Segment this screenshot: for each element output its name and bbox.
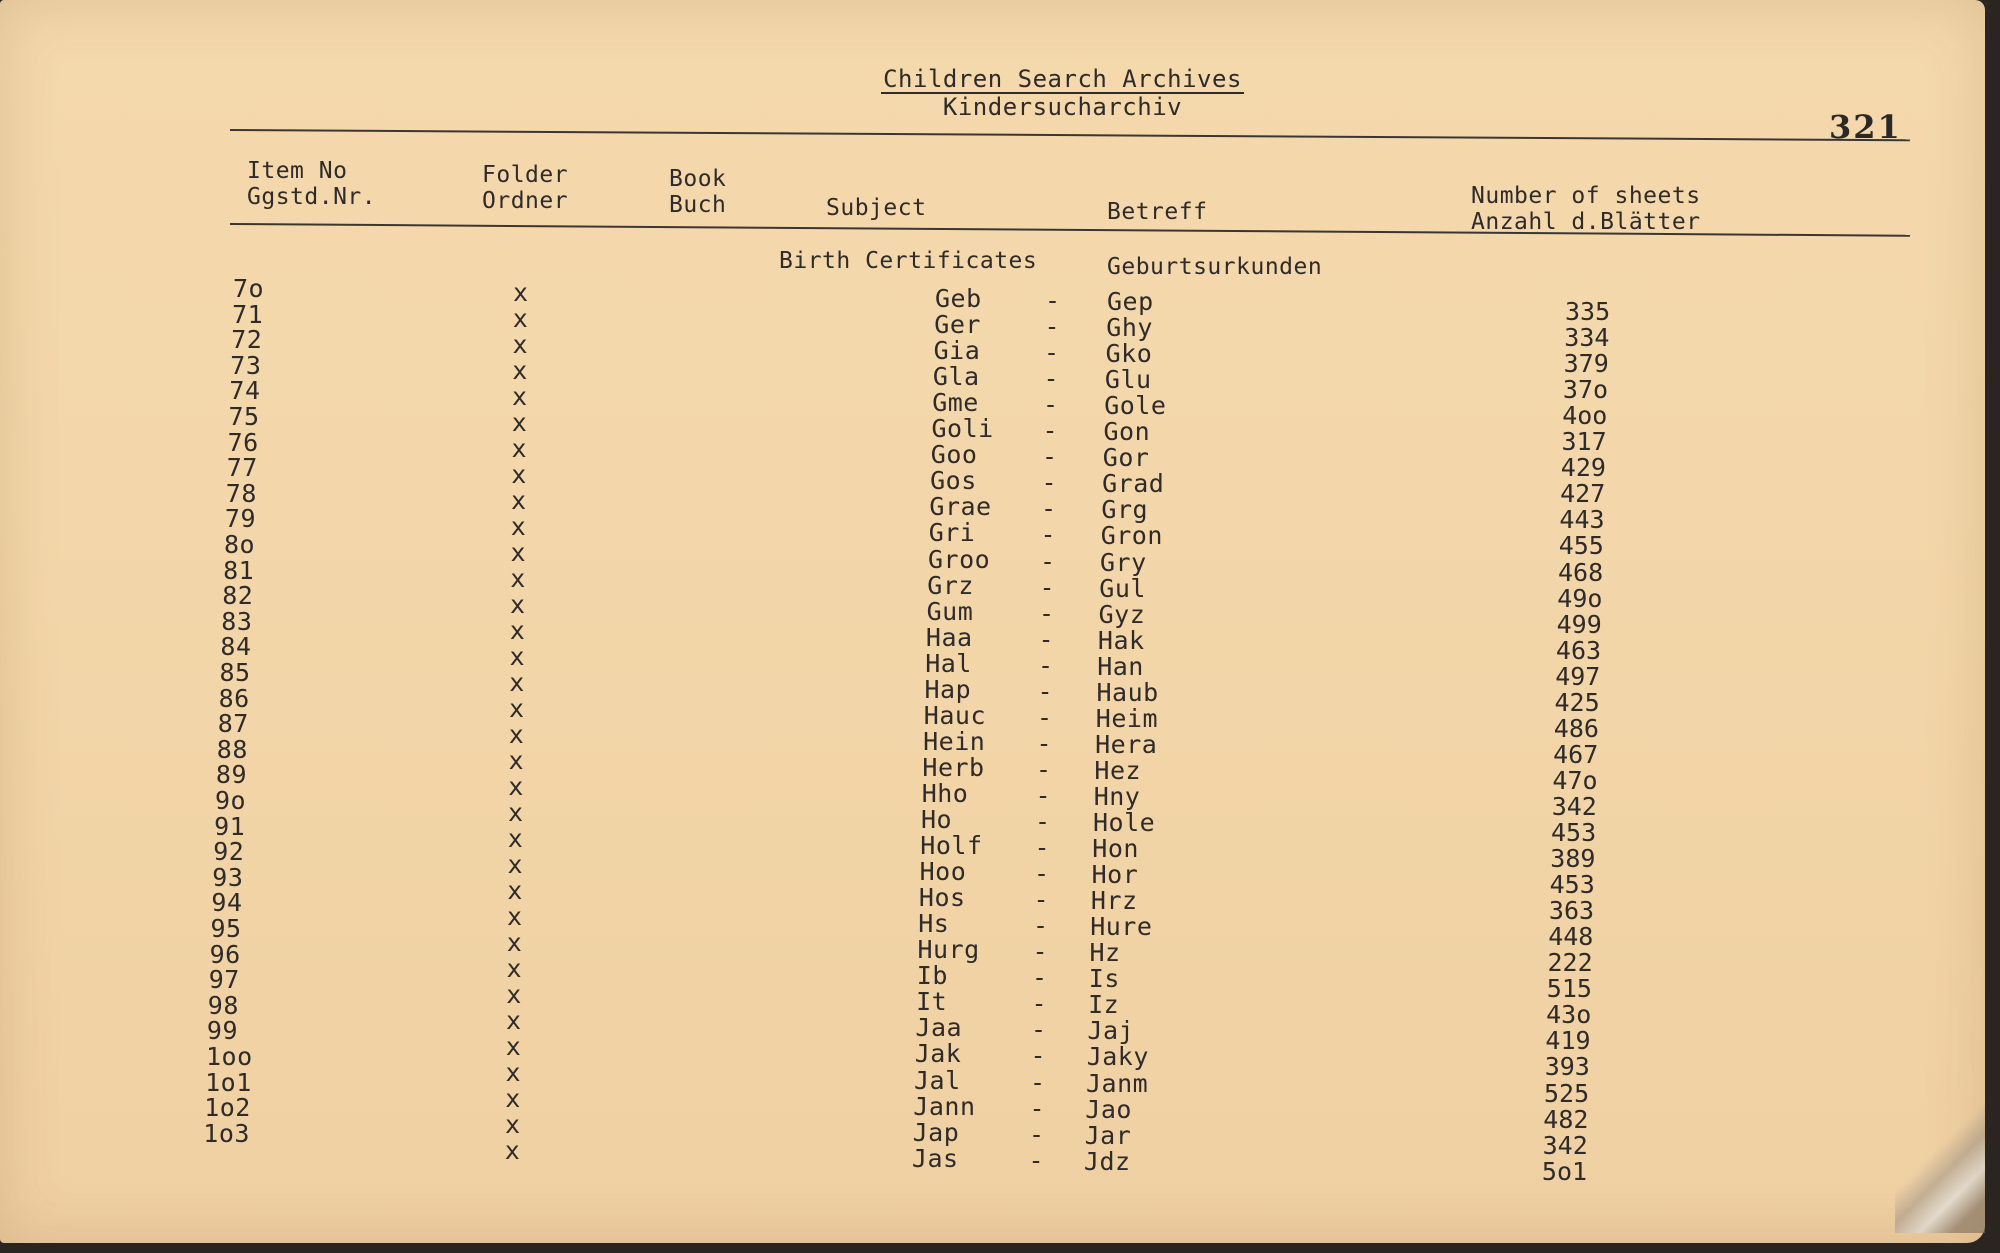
sheet-count: 515	[1546, 974, 1592, 1004]
folder-mark: x	[513, 278, 529, 307]
folder-mark: x	[508, 798, 524, 827]
folder-mark: x	[509, 616, 526, 645]
sheet-count: 453	[1549, 870, 1595, 900]
sheet-count: 335	[1565, 297, 1611, 326]
range-start: Herb	[922, 752, 985, 782]
range-end: Haub	[1096, 677, 1159, 707]
item-number: 96	[209, 939, 241, 969]
range-end: Janm	[1086, 1068, 1149, 1098]
range-end: Jar	[1084, 1120, 1132, 1150]
range-start: Jaa	[915, 1013, 963, 1043]
sheet-count: 482	[1543, 1104, 1589, 1134]
range-start: Grz	[927, 570, 974, 600]
range-start: Grae	[929, 492, 992, 522]
range-start: Gme	[932, 388, 979, 418]
folder-mark: x	[509, 642, 526, 671]
item-number: 77	[226, 453, 258, 483]
sheet-count: 342	[1542, 1130, 1588, 1160]
folder-mark: x	[504, 1136, 521, 1165]
header-folder-de: Ordner	[482, 188, 569, 214]
range-dash: -	[1033, 885, 1050, 915]
item-number: 76	[227, 427, 259, 457]
range-start: Hs	[918, 909, 950, 939]
folder-mark: x	[506, 980, 522, 1009]
range-dash: -	[1037, 676, 1054, 706]
header-item-no-en: Item No	[247, 158, 348, 184]
item-number: 87	[217, 709, 249, 739]
folder-mark: x	[510, 512, 527, 541]
item-number: 84	[220, 632, 252, 662]
folder-mark: x	[509, 694, 525, 723]
range-end: Gyz	[1098, 599, 1146, 629]
sheet-count: 455	[1558, 531, 1604, 561]
range-dash: -	[1044, 338, 1060, 368]
range-dash: -	[1045, 286, 1061, 315]
range-dash: -	[1036, 728, 1053, 758]
folder-mark: x	[505, 1110, 521, 1139]
header-sheets-en: Number of sheets	[1471, 183, 1701, 209]
folder-mark: x	[505, 1058, 522, 1087]
item-number: 94	[211, 888, 243, 918]
range-end: Jaj	[1087, 1016, 1135, 1046]
range-end: Gul	[1099, 573, 1146, 603]
item-number: 78	[225, 478, 257, 508]
sheet-count: 47o	[1552, 765, 1598, 795]
sheet-count: 342	[1551, 791, 1597, 821]
header-sheets-de: Anzahl d.Blätter	[1471, 209, 1701, 235]
range-dash: -	[1030, 1041, 1047, 1071]
item-number: 1o3	[203, 1118, 250, 1148]
page-curl	[1895, 1103, 1985, 1233]
range-start: Jak	[914, 1039, 962, 1069]
sheet-count: 43o	[1546, 1000, 1592, 1030]
range-dash: -	[1038, 650, 1054, 680]
folder-mark: x	[506, 1006, 522, 1035]
folder-mark: x	[511, 408, 528, 437]
range-dash: -	[1037, 702, 1053, 732]
item-number: 7o	[233, 274, 265, 303]
item-number: 97	[208, 965, 240, 995]
range-start: Ger	[934, 310, 981, 340]
folder-mark: x	[510, 590, 526, 619]
folder-mark: x	[511, 486, 527, 515]
range-start: It	[916, 987, 948, 1017]
title-german: Kindersucharchiv	[942, 93, 1183, 121]
range-start: Holf	[920, 831, 983, 861]
folder-mark: x	[511, 434, 528, 463]
range-end: Han	[1097, 651, 1144, 681]
folder-mark: x	[508, 720, 525, 749]
folder-mark: x	[512, 330, 529, 359]
range-start: Gum	[926, 596, 974, 626]
item-number: 72	[231, 325, 263, 355]
section-label-english: Birth Certificates	[779, 248, 1038, 274]
folder-mark: x	[506, 954, 523, 983]
range-dash: -	[1040, 520, 1057, 550]
sheet-count: 317	[1561, 427, 1607, 457]
range-dash: -	[1036, 754, 1052, 784]
range-start: Gos	[930, 466, 977, 496]
range-end: Is	[1088, 964, 1120, 994]
range-dash: -	[1039, 598, 1055, 628]
range-end: Hrz	[1090, 886, 1138, 916]
range-end: Iz	[1088, 990, 1120, 1020]
item-number: 85	[219, 658, 251, 687]
folder-mark: x	[505, 1084, 521, 1113]
folder-mark: x	[512, 356, 528, 385]
range-end: Grad	[1102, 469, 1165, 499]
header-folder-en: Folder	[482, 162, 569, 188]
item-number: 82	[222, 581, 254, 611]
range-start: Hos	[918, 883, 966, 913]
range-start: Hap	[924, 674, 972, 704]
range-start: Gla	[932, 362, 980, 392]
range-start: Hauc	[923, 700, 987, 730]
range-dash: -	[1031, 989, 1048, 1019]
title-english: Children Search Archives	[883, 65, 1242, 93]
page-number: 321	[1829, 108, 1902, 146]
range-end: Hz	[1089, 938, 1121, 968]
sheet-count: 429	[1560, 453, 1606, 483]
range-end: Grg	[1101, 495, 1149, 525]
range-start: Groo	[928, 544, 991, 574]
range-end: Gry	[1100, 547, 1147, 577]
item-number: 83	[221, 606, 253, 636]
section-label-german: Geburtsurkunden	[1107, 254, 1323, 280]
range-dash: -	[1029, 1093, 1046, 1123]
folder-mark: x	[509, 668, 525, 697]
item-number: 95	[210, 914, 242, 943]
range-end: Ghy	[1106, 313, 1153, 343]
range-dash: -	[1029, 1119, 1045, 1149]
range-dash: -	[1042, 416, 1059, 446]
sheet-count: 463	[1555, 635, 1602, 665]
folder-mark: x	[512, 382, 528, 411]
range-end: Hor	[1091, 860, 1139, 890]
range-end: Gole	[1104, 391, 1167, 421]
sheet-count: 49o	[1557, 583, 1603, 613]
folder-mark: x	[507, 876, 523, 905]
folder-mark: x	[508, 772, 524, 801]
header-book-de: Buch	[669, 192, 727, 218]
item-number: 93	[212, 862, 244, 892]
item-number: 75	[228, 402, 260, 431]
item-number: 99	[206, 1016, 238, 1046]
item-number: 1o2	[204, 1093, 251, 1123]
range-dash: -	[1035, 780, 1052, 810]
range-dash: -	[1041, 468, 1058, 498]
folder-mark: x	[510, 538, 527, 567]
sheet-count: 363	[1548, 896, 1595, 926]
range-end: Hny	[1093, 781, 1141, 811]
item-number: 91	[214, 811, 246, 841]
range-start: Gri	[928, 518, 976, 548]
range-end: Hure	[1090, 912, 1153, 942]
range-start: Jal	[914, 1065, 961, 1095]
range-dash: -	[1032, 937, 1049, 967]
item-number: 86	[218, 683, 250, 713]
item-number: 74	[229, 376, 261, 406]
range-start: Gia	[933, 336, 981, 366]
sheet-count: 525	[1544, 1078, 1590, 1108]
sheet-count: 467	[1553, 739, 1599, 769]
range-dash: -	[1043, 364, 1060, 394]
range-dash: -	[1032, 963, 1048, 993]
sheet-count: 5o1	[1541, 1156, 1588, 1186]
range-start: Hoo	[919, 857, 967, 887]
sheet-count: 389	[1550, 844, 1596, 874]
item-number: 1oo	[206, 1042, 253, 1071]
range-dash: -	[1041, 494, 1057, 524]
range-start: Jap	[912, 1117, 960, 1147]
range-end: Hon	[1092, 834, 1139, 864]
range-dash: -	[1034, 833, 1051, 863]
sheet-count: 379	[1563, 349, 1609, 379]
range-start: Haa	[925, 622, 973, 652]
range-end: Heim	[1095, 703, 1159, 733]
sheet-count: 497	[1555, 661, 1601, 691]
header-item-no-de: Ggstd.Nr.	[247, 184, 377, 210]
range-dash: -	[1043, 390, 1059, 420]
sheet-count: 425	[1554, 687, 1600, 717]
sheet-count: 37o	[1562, 375, 1609, 405]
range-dash: -	[1033, 911, 1049, 941]
sheet-count: 453	[1551, 818, 1597, 847]
item-number: 81	[223, 555, 255, 585]
range-end: Jao	[1085, 1094, 1132, 1124]
range-start: Hurg	[917, 935, 980, 965]
range-end: Gron	[1100, 521, 1163, 551]
range-end: Gep	[1107, 287, 1154, 316]
range-start: Hal	[925, 648, 972, 678]
range-start: Jann	[913, 1091, 976, 1121]
range-start: Hho	[921, 778, 969, 808]
range-dash: -	[1042, 442, 1058, 472]
range-start: Ho	[921, 805, 953, 834]
sheet-count: 222	[1547, 948, 1593, 978]
item-number: 92	[213, 837, 245, 867]
range-start: Jas	[911, 1143, 959, 1173]
range-dash: -	[1034, 859, 1050, 889]
range-end: Hak	[1097, 625, 1145, 655]
item-number: 8o	[224, 530, 256, 559]
sheet-count: 448	[1548, 922, 1594, 952]
item-number: 88	[216, 734, 248, 764]
range-start: Hein	[923, 726, 986, 756]
sheet-count: 334	[1564, 323, 1610, 353]
sheet-count: 4oo	[1562, 401, 1608, 431]
folder-mark: x	[510, 564, 526, 593]
range-dash: -	[1028, 1145, 1045, 1175]
range-start: Goo	[930, 440, 978, 470]
range-dash: -	[1030, 1067, 1046, 1097]
item-number: 89	[215, 760, 247, 790]
folder-mark: x	[512, 304, 529, 333]
range-end: Jdz	[1083, 1146, 1131, 1176]
range-end: Gor	[1102, 443, 1150, 473]
sheet-count: 393	[1544, 1052, 1590, 1082]
header-book-en: Book	[669, 166, 727, 192]
range-dash: -	[1039, 572, 1056, 602]
item-number: 1o1	[205, 1067, 252, 1097]
sheet-count: 419	[1545, 1026, 1591, 1056]
item-number: 73	[230, 350, 262, 380]
range-end: Hera	[1095, 729, 1158, 759]
folder-mark: x	[507, 850, 524, 879]
sheet-count: 486	[1553, 713, 1599, 743]
range-end: Hez	[1094, 755, 1142, 785]
range-start: Goli	[931, 414, 994, 444]
item-number: 9o	[215, 786, 247, 815]
sheet-count: 468	[1558, 557, 1604, 587]
range-end: Glu	[1104, 365, 1152, 395]
sheet-count: 427	[1560, 479, 1606, 509]
item-number: 71	[232, 299, 264, 329]
sheet-count: 499	[1556, 609, 1602, 639]
range-dash: -	[1038, 624, 1055, 654]
sheet-count: 443	[1559, 505, 1605, 535]
folder-mark: x	[506, 928, 523, 957]
folder-mark: x	[507, 902, 523, 931]
folder-mark: x	[505, 1032, 522, 1061]
header-subject: Subject	[826, 195, 927, 221]
range-end: Gko	[1105, 339, 1153, 369]
item-number: 79	[224, 504, 256, 534]
range-end: Hole	[1093, 808, 1156, 837]
range-start: Geb	[935, 284, 982, 313]
range-dash: -	[1031, 1015, 1047, 1045]
header-betreff: Betreff	[1107, 199, 1208, 225]
range-end: Gon	[1103, 417, 1151, 447]
folder-mark: x	[511, 460, 527, 489]
range-dash: -	[1044, 312, 1061, 342]
folder-mark: x	[507, 824, 524, 853]
range-start: Ib	[916, 961, 948, 991]
range-end: Jaky	[1086, 1042, 1149, 1072]
range-dash: -	[1035, 807, 1051, 836]
folder-mark: x	[508, 746, 525, 775]
range-dash: -	[1040, 546, 1056, 576]
item-number: 98	[207, 990, 239, 1020]
